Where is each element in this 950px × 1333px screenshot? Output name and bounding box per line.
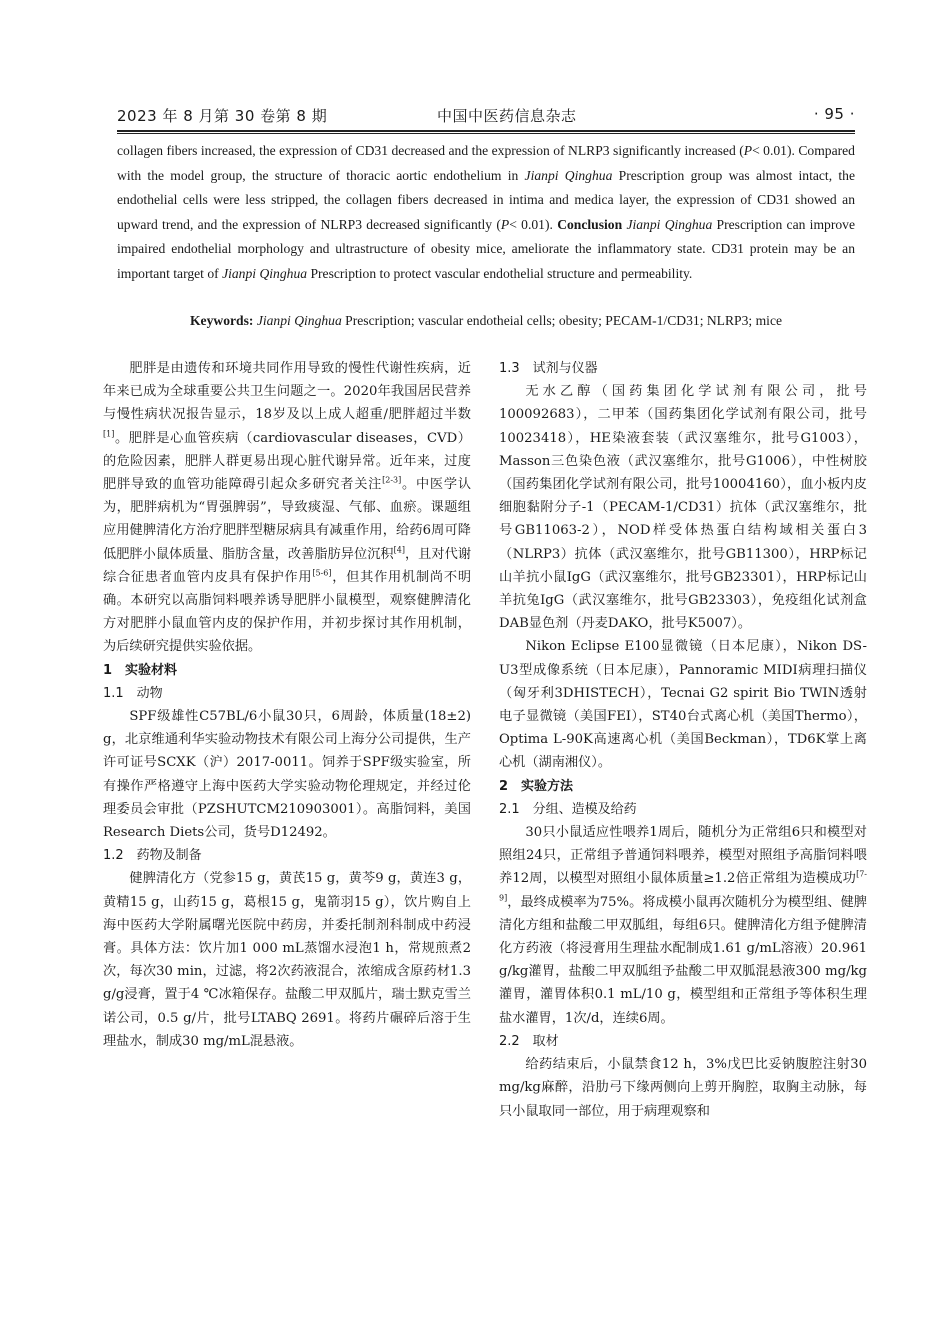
grouping-text: 30只小鼠适应性喂养1周后，随机分为正常组6只和模型对照组24只，正常组予普通饲料喂养，模型对照组予高脂饲料喂养12周，以模型对照组小鼠体质量≥1.2倍正常组为造模成功 xyxy=(499,825,867,887)
english-abstract xyxy=(117,139,855,286)
abstract-text: collagen fibers increased, the expression of CD31 decreased and the expression of NLRP3 significantly increased ( xyxy=(117,143,744,158)
section-heading: 2 实验方法 xyxy=(499,778,574,794)
running-header xyxy=(117,103,855,129)
intro-text: ，且对代谢综合征患者血管内皮具有保护作用 xyxy=(103,546,472,585)
conclusion-label: Conclusion xyxy=(557,216,623,232)
abstract-text: Prescription group was almost intact, the endothelial cells were less stripped, the collagen fibers decreased in intima and medica layer, the expression of CD31 showed an upward trend, and the expression of NLRP3 decreased significantly ( xyxy=(117,167,855,232)
abstract-text: Prescription can improve impaired endothelial morphology and ultrastructure of obesity mice, ameliorate the inflammatory state. CD31 protein may be an important target of xyxy=(117,216,855,281)
prescription-name: Jianpi Qinghua xyxy=(222,265,308,281)
subsection-heading: 2.2 取材 xyxy=(499,1033,559,1049)
grouping-paragraph xyxy=(499,821,867,1030)
reagents-paragraph: 无水乙醇（国药集团化学试剂有限公司，批号100092683），二甲苯（国药集团化学试剂有限公司，批号10023418），HE染液套装（武汉塞维尔，批号G1003），Masson三色染色液（武汉塞维尔，批号G1006），中性树胶（国药集团化学试剂有限公司，批号10004160），血小板内皮细胞黏附分子-1（PECAM-1/CD31）抗体（武汉塞维尔，批号GB11063-2），NOD样受体热蛋白结构域相关蛋白3（NLRP3）抗体（武汉塞维尔，批号GB11300），HRP标记山羊抗小鼠IgG（武汉塞维尔，批号GB23301），HRP标记山羊抗兔IgG（武汉塞维尔，批号GB23303），免疫组化试剂盒DAB显色剂（丹麦DAKO，批号K5007）。 xyxy=(499,384,867,632)
subsection-heading: 1.1 动物 xyxy=(103,685,163,701)
abstract-paragraph xyxy=(117,139,855,286)
animals-paragraph: SPF级雄性C57BL/6小鼠30只，6周龄，体质量(18±2) g，北京维通利华实验动物技术有限公司上海分公司提供，生产许可证号SCXK（沪）2017-0011。饲养于SPF级实验室，所有操作严格遵守上海中医药大学实验动物伦理规定，并经过伦理委员会审批（PZSHUTCM210903001）。高脂饲料，美国Research Diets公司，货号D12492。 xyxy=(103,709,471,841)
p-symbol: P xyxy=(743,143,753,158)
subsection-heading: 1.2 药物及制备 xyxy=(103,848,202,864)
citation: [7-9] xyxy=(499,870,867,903)
keywords xyxy=(117,313,855,329)
intro-text: ，但其作用机制尚不明确。本研究以高脂饲料喂养诱导肥胖小鼠模型，观察健脾清化方对肥胖小鼠血管内皮的保护作用，并初步探讨其作用机制，为后续研究提供实验依据。 xyxy=(103,569,472,655)
section-heading: 1 实验材料 xyxy=(103,662,178,678)
left-column xyxy=(103,357,471,1053)
keywords-label: Keywords: xyxy=(189,313,254,328)
subsection-heading: 1.3 试剂与仪器 xyxy=(499,361,598,376)
citation: [5-6] xyxy=(312,568,332,578)
header-rule-thin xyxy=(117,133,855,134)
drugs-paragraph: 健脾清化方（党参15 g，黄芪15 g，黄芩9 g，黄连3 g，黄精15 g，山药15 g，葛根15 g，鬼箭羽15 g），饮片购自上海中医药大学附属曙光医院中药房，并委托制剂科制成中药浸膏。具体方法：饮片加1 000 mL蒸馏水浸泡1 h，常规煎煮2次，每次30 min，过滤，将2次药液混合，浓缩成含原药材1.3 g/g浸膏，置于4 ℃冰箱保存。盐酸二甲双胍片，瑞士默克雪兰诺公司，0.5 g/片，批号LTABQ 2691。将药片碾碎后溶于生理盐水，制成30 mg/mL混悬液。 xyxy=(103,871,471,1049)
right-column xyxy=(499,357,867,1123)
prescription-name: Jianpi Qinghua xyxy=(626,216,713,232)
page-number: · 95 · xyxy=(813,105,855,123)
journal-name: 中国中医药信息杂志 xyxy=(437,107,577,125)
citation: [1] xyxy=(103,429,115,439)
sampling-paragraph: 给药结束后，小鼠禁食12 h，3%戊巴比妥钠腹腔注射30 mg/kg麻醉，沿肋弓下缘两侧向上剪开胸腔，取胸主动脉，每只小鼠取同一部位，用于病理观察和 xyxy=(499,1057,867,1119)
keywords-list: Prescription; vascular endotheial cells; obesity; PECAM-1/CD31; NLRP3; mice xyxy=(341,313,783,328)
intro-text: 肥胖是由遗传和环境共同作用导致的慢性代谢性疾病，近年来已成为全球重要公共卫生问题之一。2020年我国居民营养与慢性病状况报告显示，18岁及以上成人超重/肥胖超过半数 xyxy=(103,361,471,423)
header-rule xyxy=(117,130,855,132)
grouping-text: ，最终成模率为75%。将成模小鼠再次随机分为模型组、健脾清化方组和盐酸二甲双胍组，每组6只。健脾清化方组予健脾清化方药液（将浸膏用生理盐水配制成1.61 g/mL溶液）20.961 g/kg灌胃，盐酸二甲双胍组予盐酸二甲双胍混悬液300 mg/kg灌胃，灌胃体积0.1 mL/10 g，模型组和正常组予等体积生理盐水灌胃，1次/d，连续6周。 xyxy=(499,894,867,1026)
prescription-name: Jianpi Qinghua xyxy=(256,313,342,328)
issue-info: 2023 年 8 月第 30 卷第 8 期 xyxy=(117,107,328,125)
citation: [4] xyxy=(393,545,405,555)
subsection-heading: 2.1 分组、造模及给药 xyxy=(499,801,637,817)
p-symbol: P xyxy=(500,216,510,232)
abstract-text: < 0.01). xyxy=(509,216,558,232)
abstract-text: < 0.01). Compared with the model group, the structure of thoracic aortic endothelium in xyxy=(117,143,855,183)
instruments-paragraph: Nikon Eclipse E100显微镜（日本尼康），Nikon DS-U3型成像系统（日本尼康），Pannoramic MIDI病理扫描仪（匈牙利3DHISTECH），Tecnai G2 spirit Bio TWIN透射电子显微镜（美国FEI），ST40台式离心机（美国Thermo），Optima L-90K高速离心机（美国Beckman），TD6K掌上离心机（湖南湘仪）。 xyxy=(499,639,867,771)
intro-text: 。肥胖是心血管疾病（cardiovascular diseases，CVD）的危险因素，肥胖人群更易出现心脏代谢异常。近年来，过度肥胖导致的血管功能障碍引起众多研究者关注 xyxy=(103,430,471,493)
intro-text: 。中医学认为，肥胖病机为“胃强脾弱”，导致痰湿、气郁、血瘀。课题组应用健脾清化方治疗肥胖型糖尿病具有减重作用，给药6周可降低肥胖小鼠体质量、脂肪含量，改善脂肪异位沉积 xyxy=(103,477,472,562)
abstract-text: Prescription to protect vascular endothelial structure and permeability. xyxy=(307,265,693,281)
intro-paragraph xyxy=(103,357,471,659)
prescription-name: Jianpi Qinghua xyxy=(524,167,613,183)
citation: [2-3] xyxy=(382,475,402,485)
